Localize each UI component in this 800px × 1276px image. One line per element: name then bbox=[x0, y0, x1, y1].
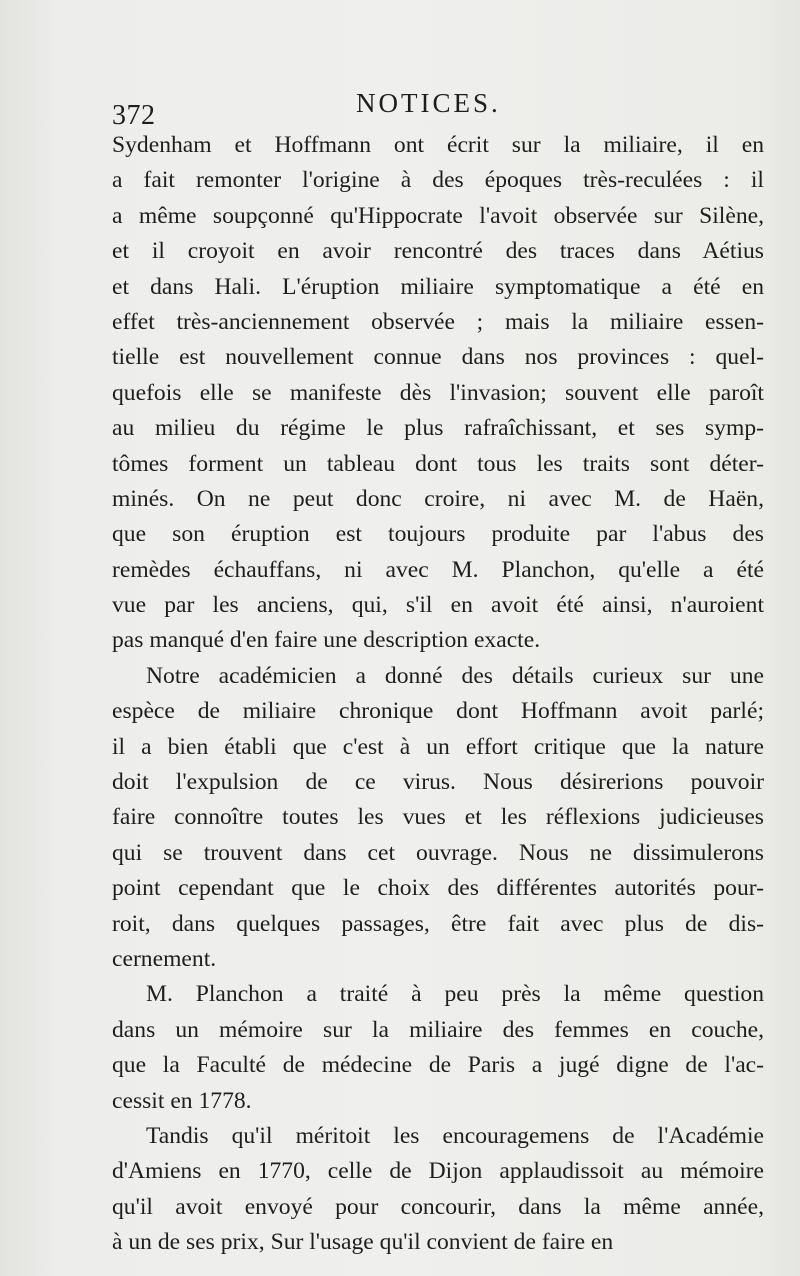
text-line: vue par les anciens, qui, s'il en avoit été ainsi, n'auroient bbox=[112, 592, 764, 619]
paragraph bbox=[112, 659, 764, 978]
page-number: 372 bbox=[112, 100, 156, 131]
text-line: Sydenham et Hoffmann ont écrit sur la miliaire, il en bbox=[112, 132, 764, 158]
text-line: espèce de miliaire chronique dont Hoffmann avoit parlé; bbox=[112, 698, 764, 725]
text-line: Notre académicien a donné des détails curieux sur une bbox=[146, 662, 764, 689]
paragraph bbox=[112, 977, 764, 1119]
text-line: que la Faculté de médecine de Paris a jugé digne de l'ac- bbox=[112, 1052, 764, 1079]
text-line: il a bien établi que c'est à un effort critique que la nature bbox=[112, 733, 764, 760]
paragraph bbox=[112, 1119, 764, 1261]
text-line: qu'il avoit envoyé pour concourir, dans la même année, bbox=[112, 1193, 764, 1220]
text-line: que son éruption est toujours produite par l'abus des bbox=[112, 521, 764, 548]
text-line: tômes forment un tableau dont tous les traits sont déter- bbox=[112, 450, 764, 477]
page-header bbox=[112, 82, 762, 132]
text-line: a même soupçonné qu'Hippocrate l'avoit observée sur Silène, bbox=[112, 202, 764, 229]
text-line: a fait remonter l'origine à des époques très-reculées : il bbox=[112, 167, 764, 194]
text-line: et dans Hali. L'éruption miliaire symptomatique a été en bbox=[112, 273, 764, 300]
text-line: cernement. bbox=[112, 945, 217, 972]
text-line: doit l'expulsion de ce virus. Nous désirerions pouvoir bbox=[112, 769, 764, 796]
text-line: minés. On ne peut donc croire, ni avec M. de Haën, bbox=[112, 485, 764, 512]
text-line: tielle est nouvellement connue dans nos provinces : quel- bbox=[112, 344, 764, 371]
paragraph bbox=[112, 128, 764, 659]
text-line: au milieu du régime le plus rafraîchissant, et ses symp- bbox=[112, 415, 764, 442]
text-line: faire connoître toutes les vues et les réflexions judicieuses bbox=[112, 804, 764, 831]
text-line: quefois elle se manifeste dès l'invasion; souvent elle paroît bbox=[112, 379, 764, 406]
text-line: cessit en 1778. bbox=[112, 1087, 252, 1114]
text-line: M. Planchon a traité à peu près la même question bbox=[146, 981, 764, 1008]
body-text bbox=[112, 128, 764, 1261]
text-line: pas manqué d'en faire une description exacte. bbox=[112, 627, 541, 654]
text-line: dans un mémoire sur la miliaire des femmes en couche, bbox=[112, 1016, 764, 1043]
text-line: roit, dans quelques passages, être fait avec plus de dis- bbox=[112, 910, 764, 937]
text-line: point cependant que le choix des différentes autorités pour- bbox=[112, 875, 764, 902]
text-line: qui se trouvent dans cet ouvrage. Nous ne dissimulerons bbox=[112, 839, 764, 866]
text-line: et il croyoit en avoir rencontré des traces dans Aétius bbox=[112, 238, 764, 265]
text-line: remèdes échauffans, ni avec M. Planchon, qu'elle a été bbox=[112, 556, 764, 583]
text-line: effet très-anciennement observée ; mais la miliaire essen- bbox=[112, 308, 764, 335]
text-line: d'Amiens en 1770, celle de Dijon applaudissoit au mémoire bbox=[112, 1158, 764, 1185]
running-head: NOTICES. bbox=[356, 88, 501, 118]
text-line: à un de ses prix, Sur l'usage qu'il convient de faire en bbox=[112, 1229, 614, 1256]
text-line: Tandis qu'il méritoit les encouragemens de l'Académie bbox=[146, 1122, 764, 1149]
